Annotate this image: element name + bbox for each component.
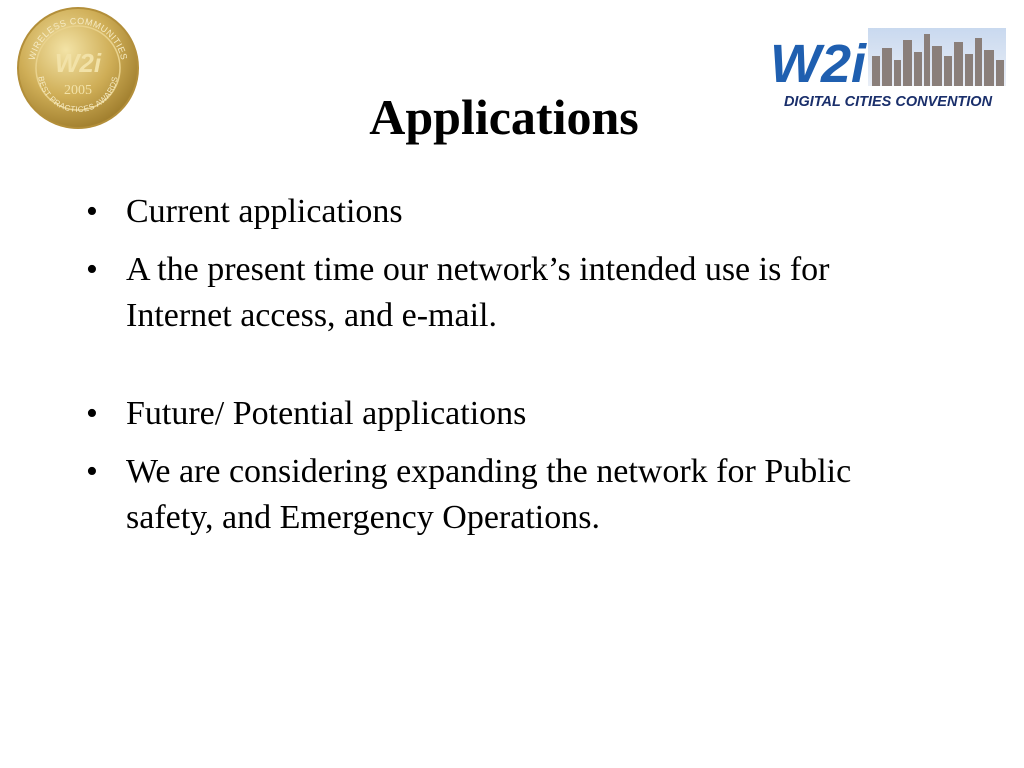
bullet-marker: • <box>86 395 98 432</box>
bullet-marker: • <box>86 453 98 490</box>
bullet-item <box>86 391 926 437</box>
bullet-marker: • <box>86 193 98 230</box>
bullet-marker: • <box>86 251 98 288</box>
bullet-item <box>86 247 926 339</box>
medal-ring-top-text: WIRELESS COMMUNITIES <box>26 15 130 62</box>
brand-mark: W2i <box>770 34 867 94</box>
medal-center-mark: W2i <box>54 48 102 78</box>
bullet-item <box>86 449 926 541</box>
bullet-item <box>86 189 926 235</box>
bullet-text: Future/ Potential applications <box>126 395 527 432</box>
medal-ring-bottom-text: BEST PRACTICES AWARDS <box>36 75 120 115</box>
bullet-list <box>86 189 926 553</box>
bullet-text: Current applications <box>126 193 403 230</box>
bullet-text: We are considering expanding the network for Public safety, and Emergency Operations. <box>126 453 852 536</box>
medal-year: 2005 <box>64 83 92 98</box>
brand-tagline: DIGITAL CITIES CONVENTION <box>783 94 993 110</box>
bullet-text: A the present time our network’s intended use is for Internet access, and e-mail. <box>126 251 830 334</box>
slide-title: Applications <box>369 89 639 145</box>
